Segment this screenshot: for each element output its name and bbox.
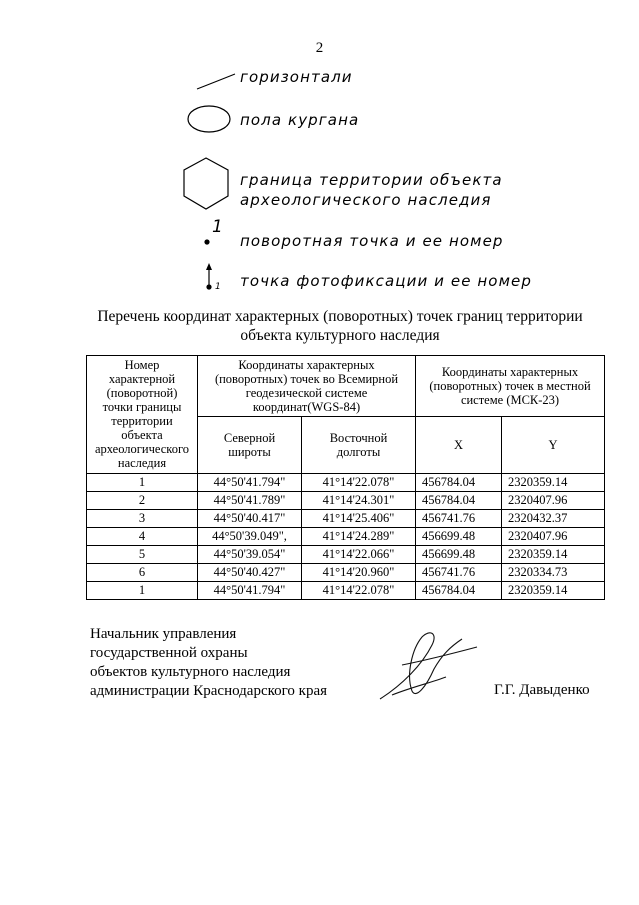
cell-x: 456784.04	[416, 474, 502, 492]
cell-point-number: 6	[87, 564, 198, 582]
cell-x: 456699.48	[416, 528, 502, 546]
cell-north-latitude: 44°50'40.417"	[198, 510, 302, 528]
header-east-longitude: Восточной долготы	[302, 417, 416, 474]
cell-north-latitude: 44°50'41.794"	[198, 474, 302, 492]
cell-y: 2320407.96	[502, 492, 605, 510]
mound-floor-ellipse-icon	[186, 104, 234, 136]
cell-north-latitude: 44°50'39.054"	[198, 546, 302, 564]
cell-east-longitude: 41°14'22.066"	[302, 546, 416, 564]
turning-point-number: 1	[212, 217, 224, 237]
cell-y: 2320432.37	[502, 510, 605, 528]
cell-y: 2320359.14	[502, 546, 605, 564]
cell-point-number: 5	[87, 546, 198, 564]
cell-east-longitude: 41°14'22.078"	[302, 582, 416, 600]
signatory-line: администрации Краснодарского края	[90, 683, 328, 699]
contour-line-icon	[195, 70, 237, 92]
cell-point-number: 2	[87, 492, 198, 510]
legend-label-photo-point: точка фотофиксации и ее номер	[240, 272, 532, 290]
legend-label-boundary-1: граница территории объекта	[240, 171, 503, 189]
table-row	[87, 474, 605, 492]
cell-y: 2320407.96	[502, 528, 605, 546]
handwritten-signature	[372, 625, 482, 705]
signatory-name: Г.Г. Давыденко	[494, 682, 590, 698]
table-row	[87, 546, 605, 564]
cell-east-longitude: 41°14'25.406"	[302, 510, 416, 528]
header-point-number: Номер характерной (поворотной) точки границы территории объекта археологического наследия	[87, 356, 198, 474]
photo-fixation-arrow-icon	[203, 262, 215, 292]
signatory-title	[90, 625, 327, 701]
cell-east-longitude: 41°14'22.078"	[302, 474, 416, 492]
cell-north-latitude: 44°50'40.427"	[198, 564, 302, 582]
coordinates-list-title	[60, 307, 620, 345]
cell-y: 2320359.14	[502, 474, 605, 492]
territory-boundary-hexagon-icon	[180, 155, 232, 213]
table-body	[87, 474, 605, 600]
cell-point-number: 3	[87, 510, 198, 528]
turning-point-dot-icon	[202, 237, 212, 247]
table-row	[87, 528, 605, 546]
cell-x: 456699.48	[416, 546, 502, 564]
header-wgs84: Координаты характерных (поворотных) точек во Всемирной геодезической системе координат(WGS-84)	[198, 356, 416, 417]
signatory-line: объектов культурного наследия	[90, 664, 291, 680]
cell-y: 2320334.73	[502, 564, 605, 582]
cell-east-longitude: 41°14'24.301"	[302, 492, 416, 510]
cell-point-number: 1	[87, 582, 198, 600]
cell-east-longitude: 41°14'20.960"	[302, 564, 416, 582]
cell-east-longitude: 41°14'24.289"	[302, 528, 416, 546]
page-number: 2	[315, 40, 324, 56]
header-x: X	[416, 417, 502, 474]
signatory-line: Начальник управления	[90, 626, 237, 642]
cell-x: 456784.04	[416, 582, 502, 600]
cell-y: 2320359.14	[502, 582, 605, 600]
table-row	[87, 582, 605, 600]
cell-x: 456741.76	[416, 510, 502, 528]
photo-point-number: 1	[215, 282, 221, 292]
header-north-latitude: Северной широты	[198, 417, 302, 474]
cell-north-latitude: 44°50'39.049",	[198, 528, 302, 546]
table-row	[87, 492, 605, 510]
cell-point-number: 1	[87, 474, 198, 492]
legend-label-boundary-2: археологического наследия	[240, 191, 492, 209]
title-line-2: объекта культурного наследия	[240, 327, 440, 344]
cell-north-latitude: 44°50'41.794"	[198, 582, 302, 600]
header-y: Y	[502, 417, 605, 474]
legend-label-turning-point: поворотная точка и ее номер	[240, 232, 504, 250]
signatory-line: государственной охраны	[90, 645, 248, 661]
cell-x: 456741.76	[416, 564, 502, 582]
legend-label-mound-floor: пола кургана	[240, 111, 360, 129]
legend-label-contours: горизонтали	[240, 68, 353, 86]
title-line-1: Перечень координат характерных (поворотных) точек границ территории	[97, 308, 583, 325]
table-row	[87, 510, 605, 528]
cell-point-number: 4	[87, 528, 198, 546]
cell-north-latitude: 44°50'41.789"	[198, 492, 302, 510]
header-msk23: Координаты характерных (поворотных) точек в местной системе (МСК-23)	[416, 356, 605, 417]
table-row	[87, 564, 605, 582]
coordinates-table	[86, 355, 605, 600]
cell-x: 456784.04	[416, 492, 502, 510]
